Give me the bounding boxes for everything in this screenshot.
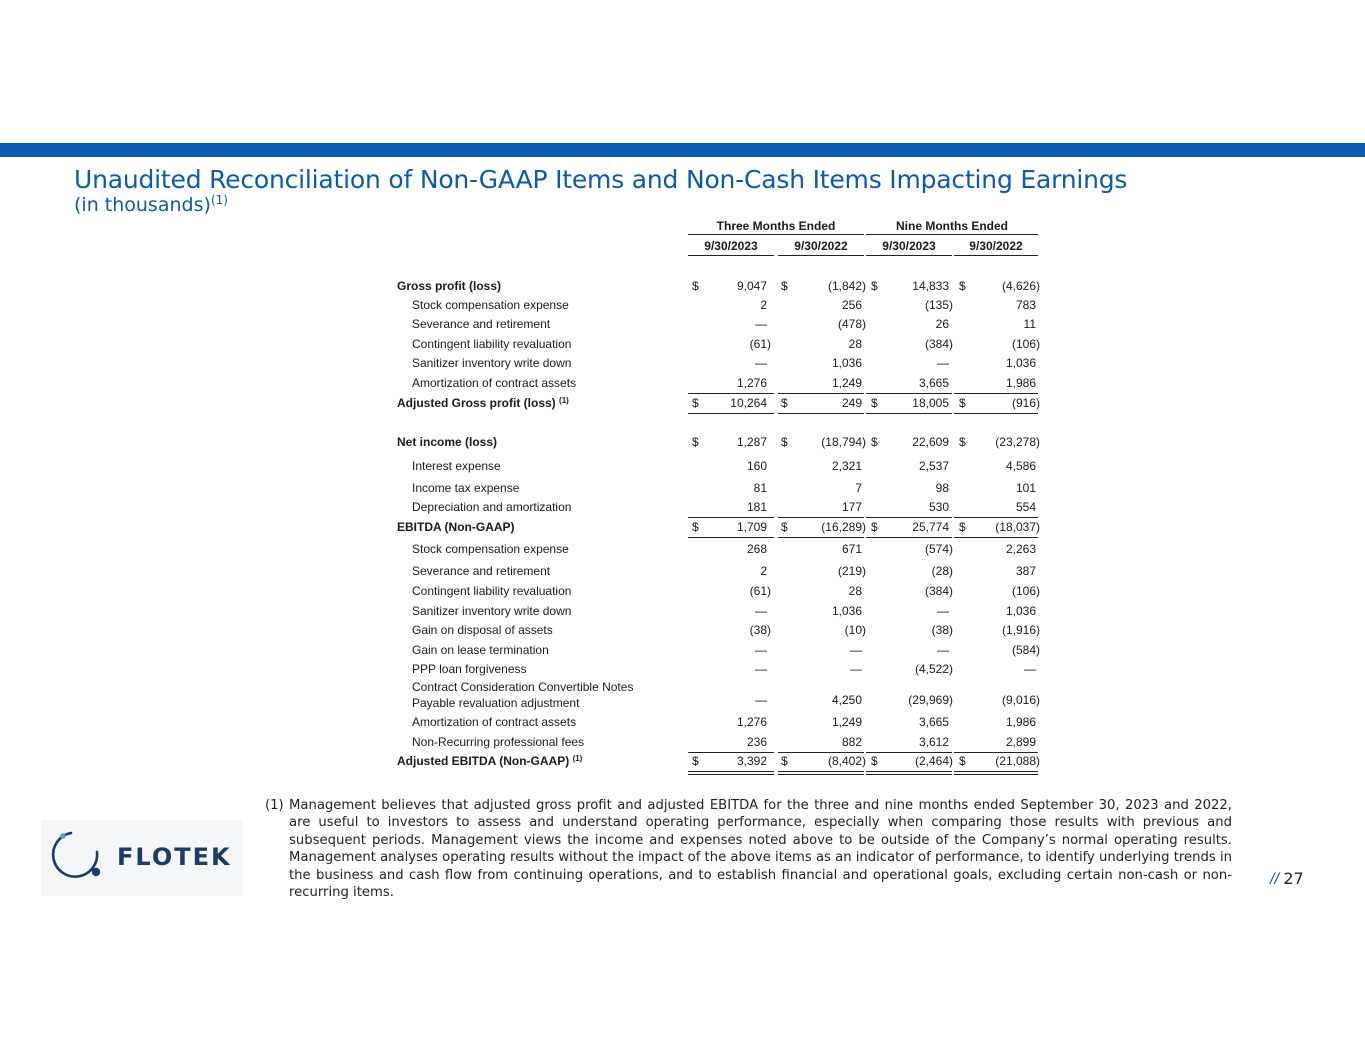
- currency-symbol: $: [781, 520, 788, 534]
- table-row: [0, 435, 1365, 453]
- cell-value: 2: [760, 564, 767, 578]
- footnote-marker: (1): [265, 798, 284, 813]
- cell-value: —: [755, 643, 767, 657]
- cell-value: 1,036: [831, 356, 862, 370]
- row-label: Amortization of contract assets: [412, 715, 577, 729]
- cell-value: —: [755, 317, 767, 331]
- cell-value: 554: [1015, 500, 1036, 514]
- currency-symbol: $: [959, 435, 966, 449]
- cell-value: 1,249: [831, 715, 862, 729]
- currency-symbol: $: [959, 396, 966, 410]
- row-label: Depreciation and amortization: [412, 500, 572, 514]
- cell-value: 1,709: [736, 520, 767, 534]
- cell-value: —: [755, 662, 767, 676]
- currency-symbol: $: [692, 520, 699, 534]
- row-label: Adjusted EBITDA (Non-GAAP) $^{(1)}$: [397, 754, 583, 768]
- table-row: [0, 735, 1365, 753]
- table-row: [0, 623, 1365, 641]
- currency-symbol: $: [871, 396, 878, 410]
- table-row: [0, 564, 1365, 582]
- cell-value: (10): [844, 623, 866, 637]
- header-rule: [866, 255, 952, 256]
- cell-value: (18,794): [821, 435, 866, 449]
- cell-value: 2,321: [831, 459, 862, 473]
- table-row: [0, 279, 1365, 297]
- cell-value: 25,774: [912, 520, 949, 534]
- cell-value: 1,036: [831, 604, 862, 618]
- top-accent-bar: [0, 143, 1365, 157]
- table-row: [0, 520, 1365, 538]
- cell-value: 1,249: [831, 376, 862, 390]
- currency-symbol: $: [959, 520, 966, 534]
- total-rule: [688, 537, 774, 538]
- cell-value: 3,392: [736, 754, 767, 768]
- cell-value: 1,986: [1005, 715, 1036, 729]
- total-rule: [954, 413, 1038, 414]
- cell-value: 2,537: [918, 459, 949, 473]
- row-label: Gain on disposal of assets: [412, 623, 553, 637]
- cell-value: (61): [749, 337, 771, 351]
- cell-value: 98: [935, 481, 949, 495]
- cell-value: 22,609: [912, 435, 949, 449]
- cell-value: (4,522): [914, 662, 953, 676]
- cell-value: (384): [924, 584, 953, 598]
- cell-value: (8,402): [827, 754, 866, 768]
- cell-value: (21,088): [995, 754, 1040, 768]
- cell-value: (106): [1011, 337, 1040, 351]
- row-label: Gain on lease termination: [412, 643, 549, 657]
- total-rule: [778, 413, 864, 414]
- row-label: Sanitizer inventory write down: [412, 604, 572, 618]
- cell-value: (61): [749, 584, 771, 598]
- page-number-value: 27: [1283, 869, 1304, 888]
- header-rule: [954, 255, 1038, 256]
- footnote-text: Management believes that adjusted gross profit and adjusted EBITDA for the three and nine months ended September 30, 2023 and 2022, are useful to investors to assess and understand operating performance, especially when comparing those results with previous and subsequent periods. Management views the income and expenses noted above to be outside of the Company’s normal operating results. Management analyses operating results without the impact of the above items as an indicator of performance, to identify underlying trends in the business and cash flow from continuing operations, and to establish financial and operational goals, excluding certain non-cash or non-recurring items.: [289, 798, 1232, 901]
- cell-value: 10,264: [730, 396, 767, 410]
- cell-value: 1,986: [1005, 376, 1036, 390]
- cell-value: (4,626): [1001, 279, 1040, 293]
- row-label: Net income (loss): [397, 435, 498, 449]
- col-header-4: 9/30/2022: [969, 239, 1023, 253]
- page-number: [1270, 869, 1304, 889]
- cell-value: —: [755, 356, 767, 370]
- header-rule: [688, 255, 774, 256]
- cell-value: (28): [931, 564, 953, 578]
- cell-value: (23,278): [995, 435, 1040, 449]
- cell-value: (384): [924, 337, 953, 351]
- cell-value: —: [755, 693, 767, 707]
- header-nine-months: Nine Months Ended: [896, 219, 1008, 233]
- subtotal-rule: [688, 517, 774, 518]
- cell-value: 1,287: [736, 435, 767, 449]
- cell-value: (584): [1011, 643, 1040, 657]
- subtotal-rule: [688, 752, 774, 753]
- cell-value: 4,586: [1005, 459, 1036, 473]
- table-row: [0, 376, 1365, 394]
- cell-value: (38): [931, 623, 953, 637]
- cell-value: 671: [841, 542, 862, 556]
- row-label: Severance and retirement: [412, 317, 551, 331]
- cell-value: 18,005: [912, 396, 949, 410]
- table-row: [0, 584, 1365, 602]
- row-label: Severance and retirement: [412, 564, 551, 578]
- cell-value: 4,250: [831, 693, 862, 707]
- col-header-2: 9/30/2022: [794, 239, 848, 253]
- cell-value: (18,037): [995, 520, 1040, 534]
- table-row: [0, 317, 1365, 335]
- cell-value: (9,016): [1001, 693, 1040, 707]
- currency-symbol: $: [692, 754, 699, 768]
- cell-value: 7: [855, 481, 862, 495]
- cell-value: (574): [924, 542, 953, 556]
- page-subtitle: (in thousands)$^{(1)}$: [74, 193, 228, 216]
- table-row: [0, 754, 1365, 772]
- table-row: [0, 680, 1365, 711]
- subtotal-rule: [778, 752, 864, 753]
- table-row: [0, 396, 1365, 414]
- row-label: Interest expense: [412, 459, 501, 473]
- currency-symbol: $: [781, 754, 788, 768]
- cell-value: —: [850, 662, 862, 676]
- subtitle-note: (1): [210, 193, 228, 207]
- cell-value: 101: [1015, 481, 1036, 495]
- total-double-rule: [688, 771, 774, 775]
- currency-symbol: $: [781, 396, 788, 410]
- total-double-rule: [954, 771, 1038, 775]
- table-row: [0, 459, 1365, 477]
- row-label: Stock compensation expense: [412, 298, 569, 312]
- cell-value: 2,899: [1005, 735, 1036, 749]
- cell-value: 1,276: [736, 715, 767, 729]
- currency-symbol: $: [871, 520, 878, 534]
- cell-value: 181: [746, 500, 767, 514]
- cell-value: 1,036: [1005, 604, 1036, 618]
- cell-value: 783: [1015, 298, 1036, 312]
- cell-value: (1,916): [1001, 623, 1040, 637]
- cell-value: 14,833: [912, 279, 949, 293]
- currency-symbol: $: [959, 279, 966, 293]
- total-rule: [866, 413, 952, 414]
- row-label: Non-Recurring professional fees: [412, 735, 585, 749]
- cell-value: 1,036: [1005, 356, 1036, 370]
- cell-value: (29,969): [908, 693, 953, 707]
- currency-symbol: $: [959, 754, 966, 768]
- page-title: Unaudited Reconciliation of Non-GAAP Items and Non-Cash Items Impacting Earnings: [74, 165, 1128, 194]
- cell-value: (916): [1011, 396, 1040, 410]
- cell-value: 530: [928, 500, 949, 514]
- cell-value: 11: [1023, 317, 1036, 331]
- cell-value: 1,276: [736, 376, 767, 390]
- cell-value: —: [755, 604, 767, 618]
- row-label-line2: Payable revaluation adjustment: [412, 696, 580, 710]
- logo-wordmark: FLOTEK: [117, 843, 232, 871]
- cell-value: —: [937, 604, 949, 618]
- row-label: Sanitizer inventory write down: [412, 356, 572, 370]
- cell-value: (135): [924, 298, 953, 312]
- cell-value: 9,047: [736, 279, 767, 293]
- subtotal-rule: [954, 393, 1038, 394]
- subtotal-rule: [954, 752, 1038, 753]
- subtotal-rule: [778, 393, 864, 394]
- row-footnote-ref: (1): [559, 396, 569, 405]
- table-row: [0, 356, 1365, 374]
- row-label: Stock compensation expense: [412, 542, 569, 556]
- cell-value: 882: [841, 735, 862, 749]
- cell-value: (2,464): [914, 754, 953, 768]
- currency-symbol: $: [781, 279, 788, 293]
- row-label: Gross profit (loss): [397, 279, 502, 293]
- cell-value: (38): [749, 623, 771, 637]
- cell-value: —: [850, 643, 862, 657]
- currency-symbol: $: [871, 754, 878, 768]
- total-double-rule: [778, 771, 864, 775]
- currency-symbol: $: [692, 435, 699, 449]
- cell-value: —: [937, 643, 949, 657]
- cell-value: 28: [848, 584, 862, 598]
- total-rule: [688, 413, 774, 414]
- cell-value: 3,665: [918, 376, 949, 390]
- currency-symbol: $: [692, 279, 699, 293]
- cell-value: (478): [837, 317, 866, 331]
- cell-value: —: [1024, 662, 1036, 676]
- total-rule: [954, 537, 1038, 538]
- col-header-3: 9/30/2023: [882, 239, 936, 253]
- cell-value: —: [937, 356, 949, 370]
- cell-value: (219): [837, 564, 866, 578]
- subtotal-rule: [688, 393, 774, 394]
- table-row: [0, 662, 1365, 680]
- page-separator: //: [1270, 871, 1279, 888]
- currency-symbol: $: [781, 435, 788, 449]
- row-label: PPP loan forgiveness: [412, 662, 527, 676]
- subtotal-rule: [954, 517, 1038, 518]
- total-rule: [866, 537, 952, 538]
- header-rule: [688, 234, 864, 235]
- subtotal-rule: [866, 517, 952, 518]
- cell-value: 2: [760, 298, 767, 312]
- row-label: Contingent liability revaluation: [412, 584, 572, 598]
- cell-value: (106): [1011, 584, 1040, 598]
- currency-symbol: $: [871, 435, 878, 449]
- cell-value: 3,612: [918, 735, 949, 749]
- currency-symbol: $: [871, 279, 878, 293]
- col-header-1: 9/30/2023: [704, 239, 758, 253]
- footnote: [265, 797, 1232, 901]
- cell-value: 249: [841, 396, 862, 410]
- row-footnote-ref: (1): [572, 754, 583, 763]
- row-label: Amortization of contract assets: [412, 376, 577, 390]
- row-label: Contract Consideration Convertible Notes Payable revaluation adjustment: [412, 680, 634, 710]
- cell-value: 177: [841, 500, 862, 514]
- table-row: [0, 715, 1365, 733]
- cell-value: 3,665: [918, 715, 949, 729]
- table-row: [0, 481, 1365, 499]
- cell-value: 160: [746, 459, 767, 473]
- subtotal-rule: [866, 752, 952, 753]
- subtotal-rule: [778, 517, 864, 518]
- cell-value: (16,289): [821, 520, 866, 534]
- cell-value: 268: [746, 542, 767, 556]
- table-row: [0, 542, 1365, 560]
- header-rule: [778, 255, 864, 256]
- cell-value: (1,842): [827, 279, 866, 293]
- cell-value: 236: [746, 735, 767, 749]
- cell-value: 256: [841, 298, 862, 312]
- total-double-rule: [866, 771, 952, 775]
- currency-symbol: $: [692, 396, 699, 410]
- cell-value: 81: [753, 481, 767, 495]
- table-row: [0, 337, 1365, 355]
- row-label: Contingent liability revaluation: [412, 337, 572, 351]
- row-label: Adjusted Gross profit (loss) $^{(1)}$: [397, 396, 569, 410]
- cell-value: 2,263: [1005, 542, 1036, 556]
- cell-value: 387: [1015, 564, 1036, 578]
- row-label: Income tax expense: [412, 481, 520, 495]
- header-three-months: Three Months Ended: [716, 219, 836, 233]
- table-row: [0, 298, 1365, 316]
- table-row: [0, 500, 1365, 518]
- table-row: [0, 643, 1365, 661]
- cell-value: 26: [935, 317, 949, 331]
- row-label: EBITDA (Non-GAAP): [397, 520, 515, 534]
- table-row: [0, 604, 1365, 622]
- cell-value: 28: [848, 337, 862, 351]
- header-rule: [866, 234, 1038, 235]
- subtotal-rule: [866, 393, 952, 394]
- total-rule: [778, 537, 864, 538]
